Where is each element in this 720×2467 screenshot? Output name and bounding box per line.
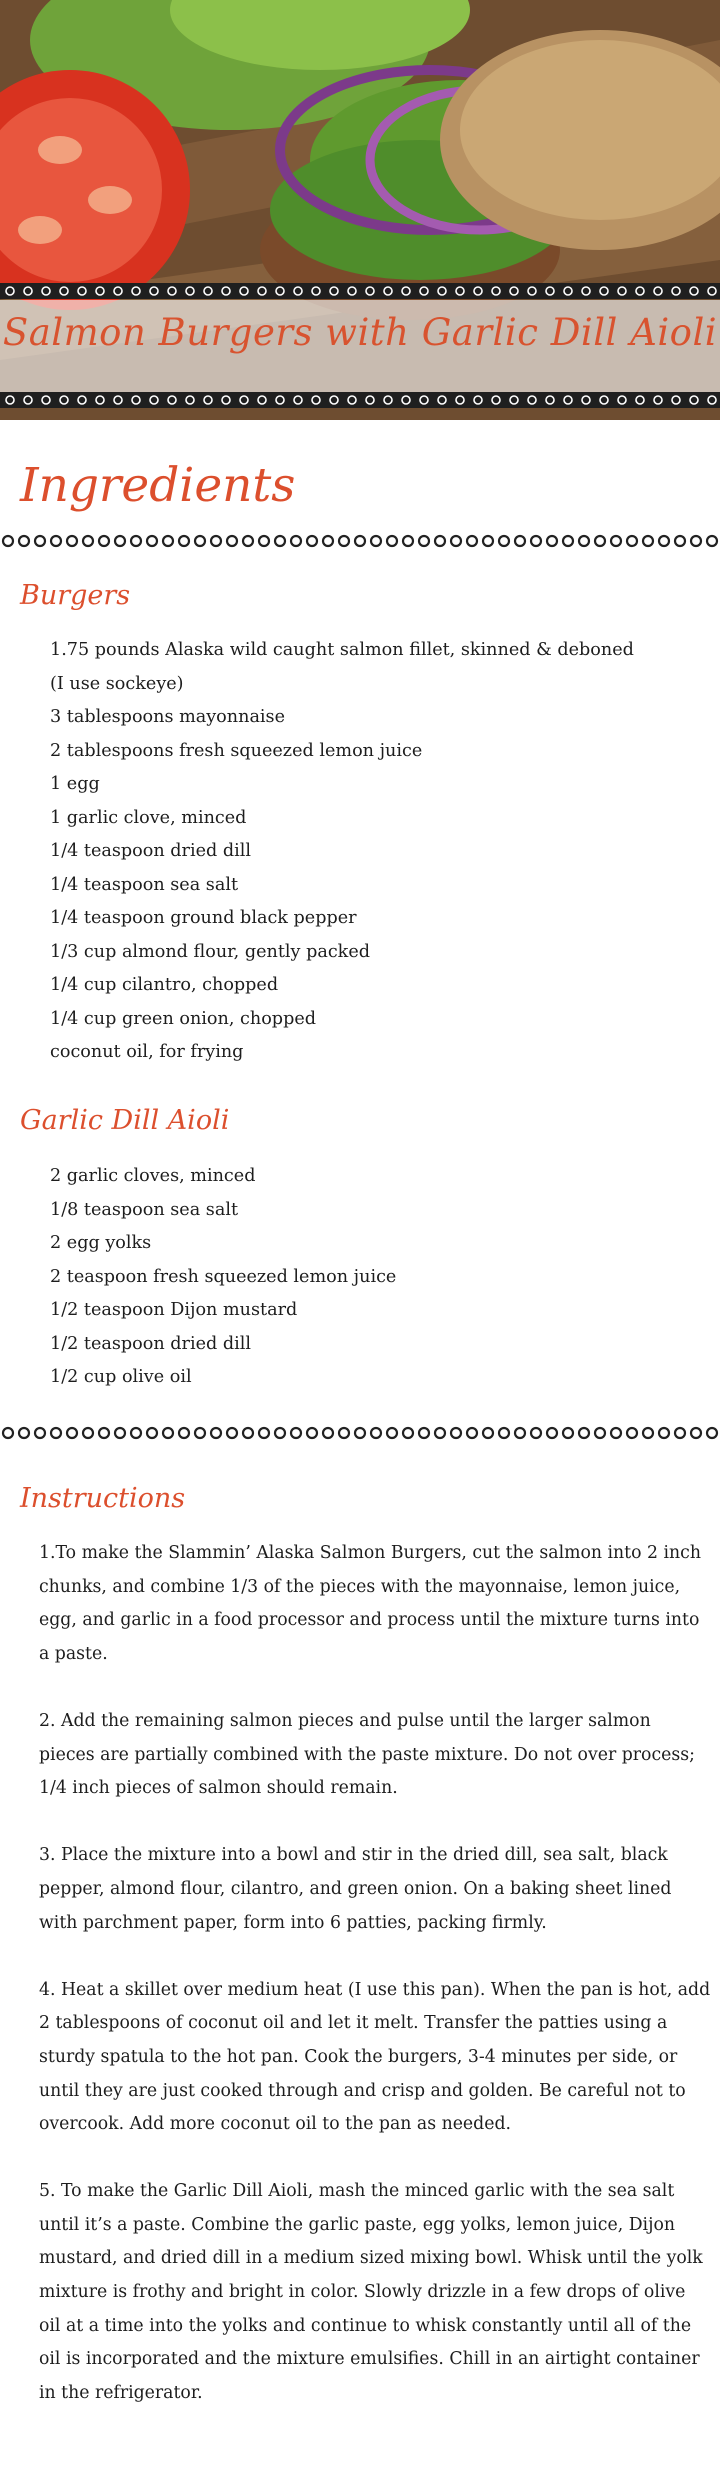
page-title: Salmon Burgers with Garlic Dill Aioli <box>2 311 718 354</box>
list-item: 1/4 cup cilantro, chopped <box>50 975 279 995</box>
list-item: 1 garlic clove, minced <box>50 807 247 828</box>
list-item: 1 egg <box>50 774 100 794</box>
instructions-heading: Instructions <box>20 1483 186 1514</box>
list-item: 1/4 teaspoon dried dill <box>50 841 251 861</box>
instruction-step: 5. To make the Garlic Dill Aioli, mash the minced garlic with the sea salt until it’s a paste. Combine the garlic paste, egg yolks, lemon juice, Dijon mustard, and dried dill in a medium sized mixing bowl. Whisk until the yolk mixture is frothy and bright in color. Slowly drizzle in a few drops of olive oil at a time into the yolks and continue to whisk constantly until all of the oil is incorporated and the mixture emulsifies. Chill in an airtight container in the refrigerator. <box>39 2181 703 2403</box>
aioli-ingredient-list <box>50 1160 396 1395</box>
list-item: 1/2 teaspoon dried dill <box>50 1333 251 1354</box>
section-divider <box>0 1425 720 1441</box>
instruction-step: 3. Place the mixture into a bowl and stir in the dried dill, sea salt, black pepper, almond flour, cilantro, and green onion. On a baking sheet lined with parchment paper, form into 6 patties, packing firmly. <box>39 1845 672 1933</box>
list-item: 1/4 cup green onion, chopped <box>50 1008 317 1029</box>
instruction-step: 4. Heat a skillet over medium heat (I use this pan). When the pan is hot, add 2 tablespoons of coconut oil and let it melt. Transfer the patties using a sturdy spatula to the hot pan. Cook the burgers, 3-4 minutes per side, or until they are just cooked through and crisp and golden. Be careful not to overcook. Add more coconut oil to the pan as needed. <box>39 1979 711 2135</box>
section-divider <box>0 533 720 549</box>
list-item: 2 teaspoon fresh squeezed lemon juice <box>50 1266 397 1287</box>
instructions-list <box>39 1537 711 2444</box>
list-item: 2 egg yolks <box>50 1233 152 1253</box>
list-item: 1/4 teaspoon sea salt <box>50 874 239 895</box>
instruction-step: 2. Add the remaining salmon pieces and pulse until the larger salmon pieces are partially combined with the paste mixture. Do not over process; 1/4 inch pieces of salmon should remain. <box>39 1710 695 1799</box>
list-item: 1/8 teaspoon sea salt <box>50 1199 239 1220</box>
list-item: 1/4 teaspoon ground black pepper <box>50 908 357 928</box>
top-banner-border <box>0 283 720 299</box>
burgers-heading: Burgers <box>20 580 131 611</box>
list-item: 1/2 teaspoon Dijon mustard <box>50 1300 298 1320</box>
list-item: 1/2 cup olive oil <box>50 1367 192 1387</box>
instruction-step: 1.To make the Slammin’ Alaska Salmon Burgers, cut the salmon into 2 inch chunks, and combine 1/3 of the pieces with the mayonnaise, lemon juice, egg, and garlic in a food processor and process until the mixture turns into a paste. <box>39 1543 701 1664</box>
hero-image <box>0 0 720 420</box>
list-item: 3 tablespoons mayonnaise <box>50 707 285 727</box>
list-item: 1/3 cup almond flour, gently packed <box>50 941 371 962</box>
burgers-ingredient-list <box>50 634 634 1070</box>
aioli-heading: Garlic Dill Aioli <box>20 1105 230 1136</box>
bottom-banner-border <box>0 392 720 408</box>
list-item: coconut oil, for frying <box>50 1042 244 1062</box>
list-item: (I use sockeye) <box>50 673 184 694</box>
list-item: 2 tablespoons fresh squeezed lemon juice <box>50 740 423 761</box>
ingredients-heading: Ingredients <box>20 458 296 513</box>
list-item: 1.75 pounds Alaska wild caught salmon fillet, skinned & deboned <box>50 640 634 660</box>
list-item: 2 garlic cloves, minced <box>50 1166 256 1186</box>
